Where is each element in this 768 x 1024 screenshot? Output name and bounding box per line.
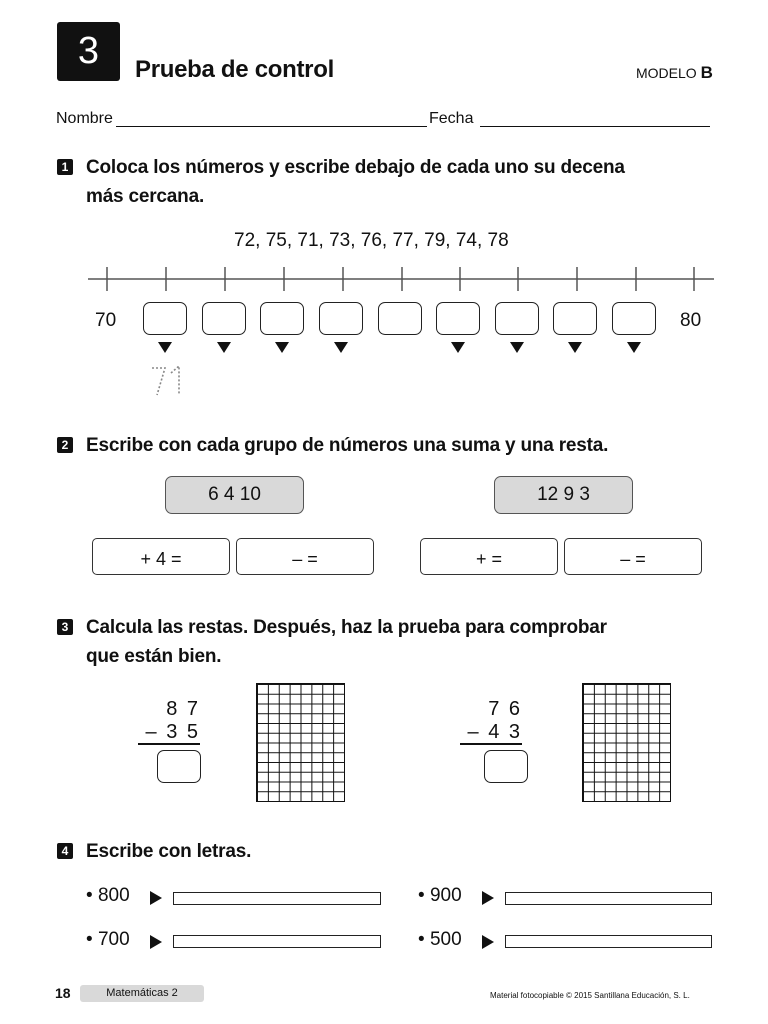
question-1-line1: Coloca los números y escribe debajo de cada uno su decena <box>86 157 625 178</box>
number-sequence: 72, 75, 71, 73, 76, 77, 79, 74, 78 <box>234 230 509 251</box>
number-box-6[interactable] <box>436 302 480 335</box>
question-number-2: 2 <box>57 437 73 453</box>
name-label: Nombre <box>56 110 113 127</box>
example-answer <box>148 362 188 403</box>
number-group-1: 6 4 10 <box>165 476 304 514</box>
example-answer-digits <box>148 362 188 398</box>
subtraction-1-line <box>138 743 200 745</box>
subtraction-2-bottom: – 4 3 <box>467 721 522 743</box>
question-3-text <box>86 613 607 671</box>
triangle-down-icon <box>334 342 348 353</box>
number-group-2: 12 9 3 <box>494 476 633 514</box>
subtraction-2-line <box>460 743 522 745</box>
number-line <box>86 264 716 294</box>
number-box-1[interactable] <box>143 302 187 335</box>
subtraction-1-bottom: – 3 5 <box>145 721 200 743</box>
list-item: • 800 <box>86 885 130 906</box>
subtraction-1-answer[interactable] <box>157 750 201 783</box>
subtraction-1-top: 8 7 <box>166 698 200 720</box>
page-title: Prueba de control <box>135 56 334 83</box>
number-line-end: 80 <box>680 310 702 331</box>
triangle-down-icon <box>451 342 465 353</box>
list-item-number: 500 <box>429 929 462 950</box>
triangle-down-icon <box>627 342 641 353</box>
unit-badge: 3 <box>57 22 120 81</box>
number-box-9[interactable] <box>612 302 656 335</box>
page-number: 18 <box>55 985 71 1001</box>
question-3-line2: que están bien. <box>86 646 222 667</box>
triangle-down-icon <box>568 342 582 353</box>
sum-box-1[interactable]: + 4 = <box>92 538 230 575</box>
question-2-text: Escribe con cada grupo de números una suma y una resta. <box>86 435 609 456</box>
sum-box-2[interactable]: + = <box>420 538 558 575</box>
subtraction-2-top: 7 6 <box>488 698 522 720</box>
triangle-down-icon <box>275 342 289 353</box>
modelo-text: MODELO <box>636 65 697 81</box>
question-1-text <box>86 153 625 211</box>
list-item: • 900 <box>418 885 462 906</box>
book-title: Matemáticas 2 <box>80 985 204 1002</box>
number-line-start: 70 <box>95 310 117 331</box>
date-field[interactable] <box>480 126 710 127</box>
date-label: Fecha <box>429 110 474 127</box>
sub-box-1[interactable]: – = <box>236 538 374 575</box>
list-item-number: 900 <box>429 885 462 906</box>
question-1-line2: más cercana. <box>86 186 205 207</box>
question-number-1: 1 <box>57 159 73 175</box>
number-box-7[interactable] <box>495 302 539 335</box>
subtraction-2-answer[interactable] <box>484 750 528 783</box>
write-field[interactable] <box>505 892 712 905</box>
question-number-4: 4 <box>57 843 73 859</box>
list-item: • 500 <box>418 929 462 950</box>
triangle-down-icon <box>217 342 231 353</box>
triangle-down-icon <box>510 342 524 353</box>
question-3-line1: Calcula las restas. Después, haz la prueba para comprobar <box>86 617 607 638</box>
triangle-down-icon <box>158 342 172 353</box>
proof-grid-1[interactable] <box>256 683 345 802</box>
number-box-3[interactable] <box>260 302 304 335</box>
name-field[interactable] <box>116 126 427 127</box>
list-item-number: 800 <box>97 885 130 906</box>
modelo-label <box>636 63 713 83</box>
proof-grid-2[interactable] <box>582 683 671 802</box>
question-4-text: Escribe con letras. <box>86 841 252 862</box>
write-field[interactable] <box>505 935 712 948</box>
arrow-right-icon <box>150 935 162 949</box>
question-number-3: 3 <box>57 619 73 635</box>
modelo-value: B <box>700 63 713 82</box>
write-field[interactable] <box>173 935 381 948</box>
number-box-5[interactable] <box>378 302 422 335</box>
arrow-right-icon <box>150 891 162 905</box>
arrow-right-icon <box>482 935 494 949</box>
list-item-number: 700 <box>97 929 130 950</box>
list-item: • 700 <box>86 929 130 950</box>
arrow-right-icon <box>482 891 494 905</box>
number-box-8[interactable] <box>553 302 597 335</box>
number-box-4[interactable] <box>319 302 363 335</box>
number-box-2[interactable] <box>202 302 246 335</box>
write-field[interactable] <box>173 892 381 905</box>
copyright-notice: Material fotocopiable © 2015 Santillana Educación, S. L. <box>490 991 690 1000</box>
sub-box-2[interactable]: – = <box>564 538 702 575</box>
